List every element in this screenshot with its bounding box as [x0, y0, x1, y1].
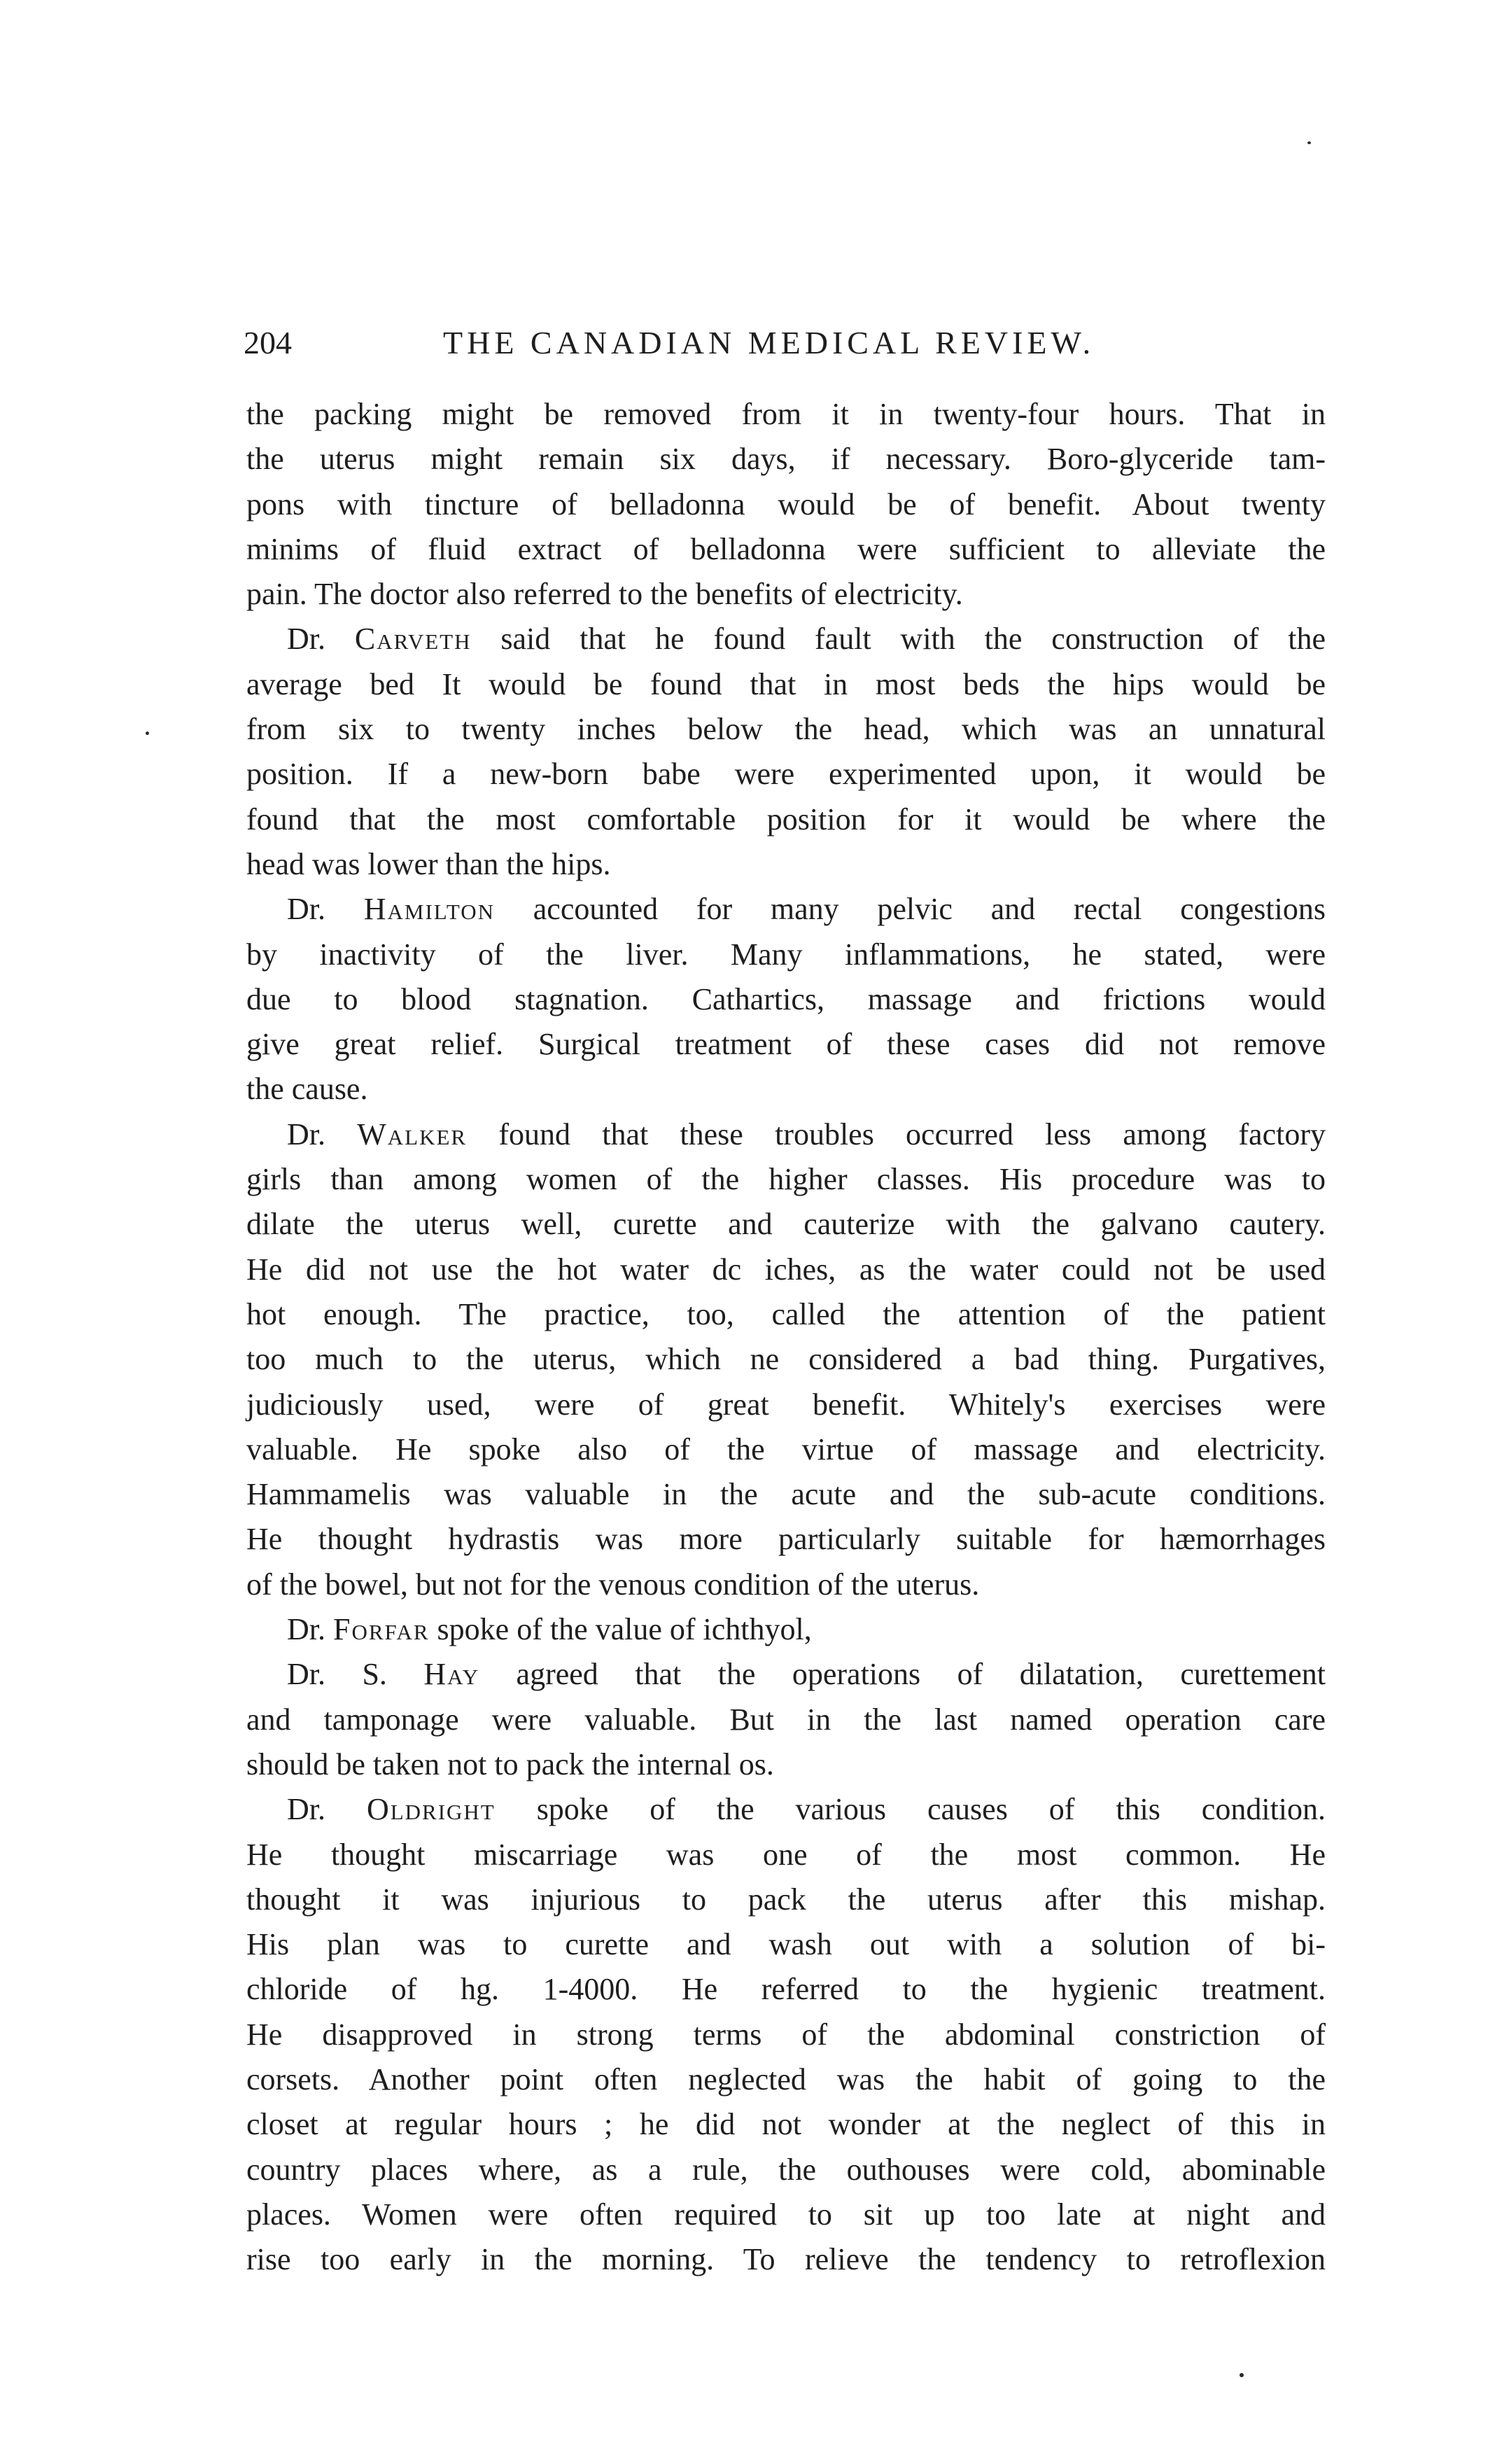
speaker-name: Hamilton — [363, 892, 496, 927]
speaker-name: Hay — [423, 1657, 480, 1692]
text-line: closet at regular hours ; he did not wonder at the neglect of this in — [246, 2107, 1326, 2142]
text-line: pain. The doctor also referred to the benefits of electricity. — [246, 577, 963, 612]
text-line: should be taken not to pack the internal os. — [246, 1746, 774, 1782]
speaker-title: Dr. — [287, 1792, 325, 1827]
article-text — [246, 392, 1326, 2282]
text-line: He did not use the hot water dc iches, as the water could not be used — [246, 1252, 1326, 1287]
text-line: Dr. Carveth said that he found fault with the construction of the — [287, 622, 1326, 657]
speaker-title: Dr. — [287, 892, 325, 927]
text-line: girls than among women of the higher classes. His procedure was to — [246, 1162, 1326, 1197]
text-line: Dr. Walker found that these troubles occurred less among factory — [287, 1116, 1326, 1152]
speaker-title: Dr. — [287, 622, 325, 657]
text-line: dilate the uterus well, curette and cauterize with the galvano cautery. — [246, 1207, 1326, 1242]
text-line: He disapproved in strong terms of the abdominal constriction of — [246, 2017, 1326, 2052]
text-line: give great relief. Surgical treatment of these cases did not remove — [246, 1027, 1326, 1062]
text-line: by inactivity of the liver. Many inflammations, he stated, were — [246, 937, 1326, 972]
text-line: minims of fluid extract of belladonna were sufficient to alleviate the — [246, 531, 1326, 566]
text-line: thought it was injurious to pack the uterus after this mishap. — [246, 1882, 1326, 1917]
speaker-title: Dr. — [287, 1116, 325, 1152]
text-line: Dr. S. Hay agreed that the operations of dilatation, curettement — [287, 1657, 1326, 1692]
text-line: Dr. Forfar spoke of the value of ichthyol, — [287, 1612, 812, 1647]
text-line: Hammamelis was valuable in the acute and the sub-acute conditions. — [246, 1477, 1326, 1512]
text-line: found that the most comfortable position for it would be where the — [246, 802, 1326, 836]
text-line: the cause. — [246, 1072, 368, 1107]
speaker-name: Walker — [357, 1116, 468, 1152]
running-head — [244, 318, 1328, 368]
journal-title: THE CANADIAN MEDICAL REVIEW. — [443, 325, 1095, 360]
text-line: the packing might be removed from it in twenty-four hours. That in — [246, 397, 1326, 431]
text-line: places. Women were often required to sit up too late at night and — [246, 2197, 1326, 2232]
text-line: chloride of hg. 1-4000. He referred to the hygienic treatment. — [246, 1972, 1326, 2007]
text-line: He thought hydrastis was more particularly suitable for hæmorrhages — [246, 1522, 1326, 1557]
text-line: from six to twenty inches below the head, which was an unnatural — [246, 712, 1326, 747]
text-line: rise too early in the morning. To relieve the tendency to retroflexion — [246, 2242, 1326, 2277]
scan-speck — [1307, 141, 1311, 144]
speaker-name: Forfar — [333, 1612, 430, 1647]
speaker-name: Oldright — [366, 1792, 496, 1827]
speaker-title: Dr. — [287, 1612, 325, 1647]
text-line: His plan was to curette and wash out with a solution of bi- — [246, 1927, 1326, 1962]
text-line: due to blood stagnation. Cathartics, massage and frictions would — [246, 981, 1326, 1016]
text-line: country places where, as a rule, the outhouses were cold, abominable — [246, 2152, 1326, 2187]
scan-speck — [146, 732, 149, 735]
speaker-title: Dr. S. — [287, 1657, 387, 1692]
text-line: valuable. He spoke also of the virtue of massage and electricity. — [246, 1432, 1326, 1466]
speaker-name: Carveth — [354, 622, 472, 657]
text-line: Dr. Hamilton accounted for many pelvic and rectal congestions — [287, 892, 1326, 927]
text-line: average bed It would be found that in most beds the hips would be — [246, 666, 1326, 701]
text-line: judiciously used, were of great benefit. Whitely's exercises were — [246, 1387, 1326, 1422]
text-line: pons with tincture of belladonna would be of benefit. About twenty — [246, 486, 1326, 522]
text-line: hot enough. The practice, too, called the attention of the patient — [246, 1296, 1326, 1331]
text-line: head was lower than the hips. — [246, 846, 611, 881]
text-line: He thought miscarriage was one of the most common. He — [246, 1837, 1326, 1872]
scan-speck — [1240, 2373, 1244, 2377]
text-line: and tamponage were valuable. But in the last named operation care — [246, 1702, 1326, 1737]
text-line: too much to the uterus, which ne considered a bad thing. Purgatives, — [246, 1342, 1326, 1377]
text-line: the uterus might remain six days, if necessary. Boro-glyceride tam- — [246, 442, 1326, 477]
text-line: of the bowel, but not for the venous condition of the uterus. — [246, 1567, 980, 1602]
text-line: corsets. Another point often neglected was the habit of going to the — [246, 2062, 1326, 2096]
text-line: Dr. Oldright spoke of the various causes of this condition. — [287, 1792, 1326, 1827]
page-number: 204 — [244, 325, 292, 360]
text-line: position. If a new-born babe were experimented upon, it would be — [246, 757, 1326, 792]
